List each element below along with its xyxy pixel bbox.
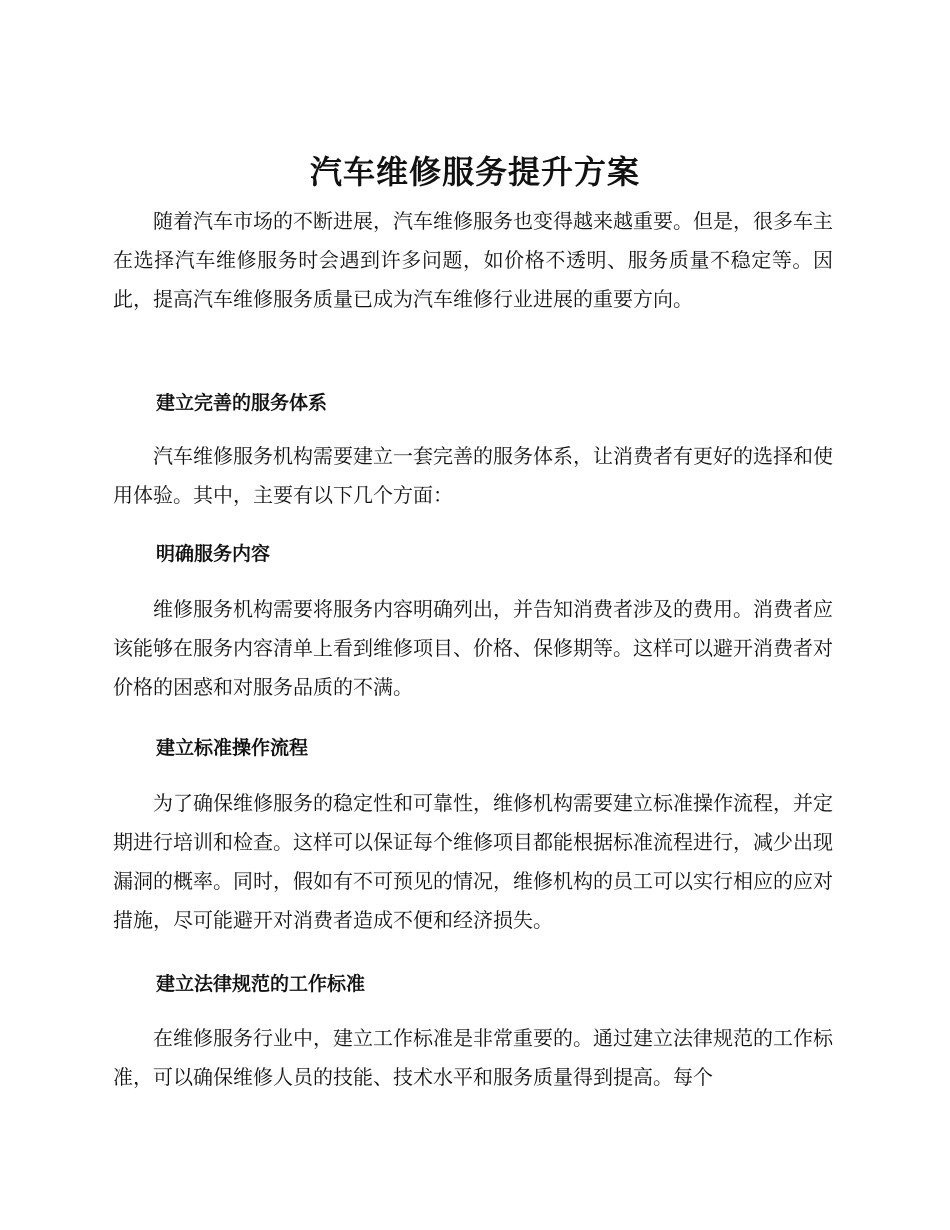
section-paragraph-standard-process: 为了确保维修服务的稳定性和可靠性，维修机构需要建立标准操作流程，并定期进行培训和检查。这样可以保证每个维修项目都能根据标准流程进行，减少出现漏洞的概率。同时，假如有不可预见的情况，维修机构的员工可以实行相应的应对措施，尽可能避开对消费者造成不便和经济损失。 — [113, 791, 833, 932]
section-heading-service-system: 建立完善的服务体系 — [156, 392, 328, 414]
section-heading-service-content: 明确服务内容 — [156, 543, 271, 565]
section-paragraph-legal-standards: 在维修服务行业中，建立工作标准是非常重要的。通过建立法律规范的工作标准，可以确保维修人员的技能、技术水平和服务质量得到提高。每个 — [113, 1026, 833, 1089]
intro-paragraph: 随着汽车市场的不断进展，汽车维修服务也变得越来越重要。但是，很多车主在选择汽车维修服务时会遇到许多问题，如价格不透明、服务质量不稳定等。因此，提高汽车维修服务质量已成为汽车维修行业进展的重要方向。 — [113, 209, 833, 311]
section-heading-standard-process: 建立标准操作流程 — [156, 737, 309, 759]
section-paragraph-service-content: 维修服务机构需要将服务内容明确列出，并告知消费者涉及的费用。消费者应该能够在服务内容清单上看到维修项目、价格、保修期等。这样可以避开消费者对价格的困惑和对服务品质的不满。 — [113, 597, 833, 699]
document-title: 汽车维修服务提升方案 — [309, 153, 640, 191]
section-paragraph-service-system: 汽车维修服务机构需要建立一套完善的服务体系，让消费者有更好的选择和使用体验。其中，主要有以下几个方面： — [113, 444, 833, 507]
section-heading-legal-standards: 建立法律规范的工作标准 — [156, 973, 366, 995]
